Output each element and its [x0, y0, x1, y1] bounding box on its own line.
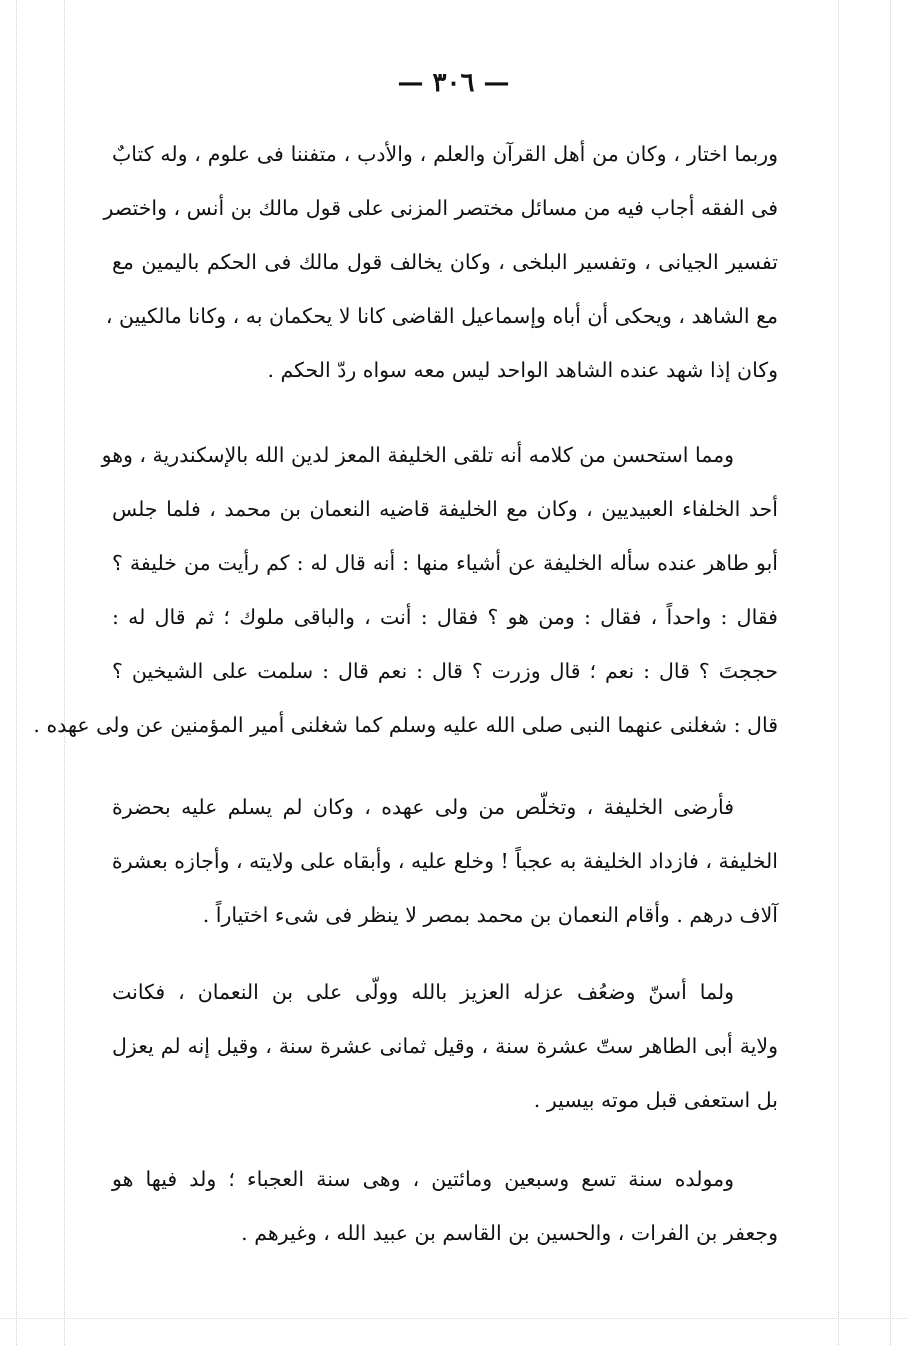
- text-line: حججتَ ؟ قال : نعم ؛ قال وزرت ؟ قال : نعم قال : سلمت على الشيخين ؟: [112, 659, 778, 683]
- text-line: آلاف درهم . وأقام النعمان بن محمد بمصر لا ينظر فى شىء اختياراً .: [202, 903, 778, 927]
- text-line: وربما اختار ، وكان من أهل القرآن والعلم ، والأدب ، متفننا فى علوم ، وله كتابٌ: [112, 142, 778, 166]
- scan-guide-line: [838, 0, 839, 1345]
- text-line: ولاية أبى الطاهر ستّ عشرة سنة ، وقيل ثمانى عشرة سنة ، وقيل إنه لم يعزل: [112, 1034, 778, 1058]
- scan-guide-line: [64, 0, 65, 1345]
- scan-guide-line: [16, 0, 17, 1345]
- text-line: فى الفقه أجاب فيه من مسائل مختصر المزنى على قول مالك بن أنس ، واختصر: [103, 196, 778, 220]
- paragraph-2: [33, 428, 778, 752]
- text-line: ومولده سنة تسع وسبعين ومائتين ، وهى سنة العجباء ؛ ولد فيها هو: [112, 1167, 734, 1191]
- paragraph-5: [112, 1152, 778, 1260]
- scan-guide-line: [0, 1318, 907, 1319]
- text-line: بل استعفى قبل موته بيسير .: [533, 1088, 778, 1112]
- paragraph-3: [112, 780, 778, 942]
- text-line: وكان إذا شهد عنده الشاهد الواحد ليس معه سواه ردّ الحكم .: [267, 358, 778, 382]
- text-line: ومما استحسن من كلامه أنه تلقى الخليفة المعز لدين الله بالإسكندرية ، وهو: [101, 443, 734, 467]
- paragraph-1: [103, 127, 778, 397]
- text-line: أبو طاهر عنده سأله الخليفة عن أشياء منها : أنه قال له : كم رأيت من خليفة ؟: [112, 551, 778, 575]
- text-line: وجعفر بن الفرات ، والحسين بن القاسم بن عبيد الله ، وغيرهم .: [241, 1221, 778, 1245]
- text-line: أحد الخلفاء العبيديين ، وكان مع الخليفة قاضيه النعمان بن محمد ، فلما جلس: [112, 497, 778, 521]
- text-line: الخليفة ، فازداد الخليفة به عجباً ! وخلع عليه ، وأبقاه على ولايته ، وأجازه بعشرة: [111, 849, 778, 873]
- text-line: مع الشاهد ، ويحكى أن أباه وإسماعيل القاضى كانا لا يحكمان به ، وكانا مالكيين ،: [105, 304, 778, 328]
- page-number: — ٣٠٦ —: [397, 68, 510, 98]
- text-line: فأرضى الخليفة ، وتخلّص من ولى عهده ، وكان لم يسلم عليه بحضرة: [112, 795, 734, 819]
- text-line: فقال : واحداً ، فقال : ومن هو ؟ فقال : أنت ، والباقى ملوك ؛ ثم قال له :: [112, 605, 778, 629]
- text-line: قال : شغلنى عنهما النبى صلى الله عليه وسلم كما شغلنى أمير المؤمنين عن ولى عهده .: [33, 713, 778, 737]
- scan-guide-line: [890, 0, 891, 1345]
- text-line: تفسير الجيانى ، وتفسير البلخى ، وكان يخالف قول مالك فى الحكم باليمين مع: [112, 250, 778, 274]
- paragraph-4: [112, 965, 778, 1127]
- text-line: ولما أسنّ وضعُف عزله العزيز بالله وولّى على بن النعمان ، فكانت: [112, 980, 734, 1004]
